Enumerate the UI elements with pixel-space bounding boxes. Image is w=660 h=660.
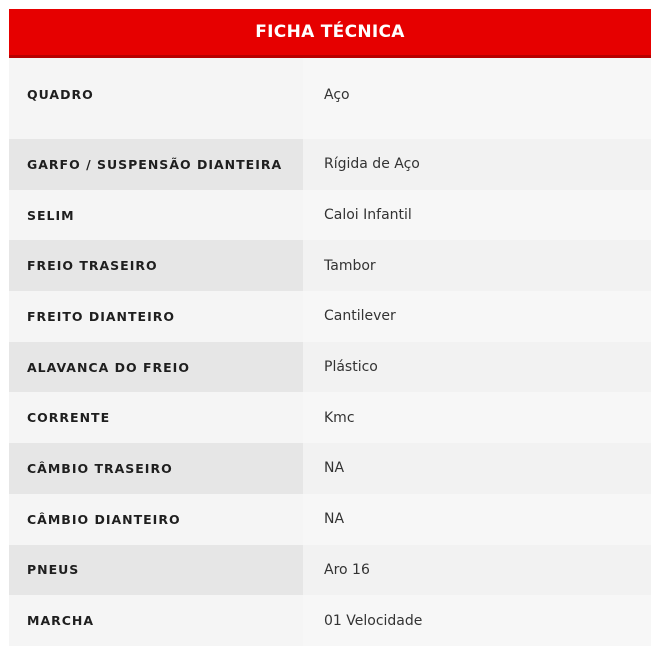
spec-row bbox=[9, 190, 651, 241]
spec-label: QUADRO bbox=[9, 58, 303, 139]
spec-label: SELIM bbox=[9, 190, 303, 241]
spec-label: GARFO / SUSPENSÃO DIANTEIRA bbox=[9, 139, 303, 190]
spec-label: FREITO DIANTEIRO bbox=[9, 291, 303, 342]
spec-row bbox=[9, 139, 651, 190]
spec-row bbox=[9, 443, 651, 494]
spec-value: Rígida de Aço bbox=[303, 139, 651, 190]
spec-row bbox=[9, 291, 651, 342]
spec-row bbox=[9, 240, 651, 291]
spec-value: Kmc bbox=[303, 392, 651, 443]
spec-label: CÂMBIO DIANTEIRO bbox=[9, 494, 303, 545]
spec-label: ALAVANCA DO FREIO bbox=[9, 342, 303, 393]
spec-value: Plástico bbox=[303, 342, 651, 393]
spec-value: Aço bbox=[303, 58, 651, 139]
spec-table bbox=[9, 58, 651, 646]
spec-row bbox=[9, 595, 651, 646]
spec-value: 01 Velocidade bbox=[303, 595, 651, 646]
spec-value: Aro 16 bbox=[303, 545, 651, 596]
spec-sheet bbox=[9, 9, 651, 646]
spec-value: NA bbox=[303, 443, 651, 494]
spec-label: MARCHA bbox=[9, 595, 303, 646]
spec-value: Tambor bbox=[303, 240, 651, 291]
spec-row bbox=[9, 545, 651, 596]
spec-label: FREIO TRASEIRO bbox=[9, 240, 303, 291]
spec-label: CÂMBIO TRASEIRO bbox=[9, 443, 303, 494]
spec-row bbox=[9, 392, 651, 443]
spec-row bbox=[9, 58, 651, 139]
spec-label: CORRENTE bbox=[9, 392, 303, 443]
spec-value: Caloi Infantil bbox=[303, 190, 651, 241]
spec-label: PNEUS bbox=[9, 545, 303, 596]
spec-row bbox=[9, 342, 651, 393]
spec-row bbox=[9, 494, 651, 545]
spec-sheet-title: FICHA TÉCNICA bbox=[9, 9, 651, 58]
spec-value: Cantilever bbox=[303, 291, 651, 342]
spec-value: NA bbox=[303, 494, 651, 545]
